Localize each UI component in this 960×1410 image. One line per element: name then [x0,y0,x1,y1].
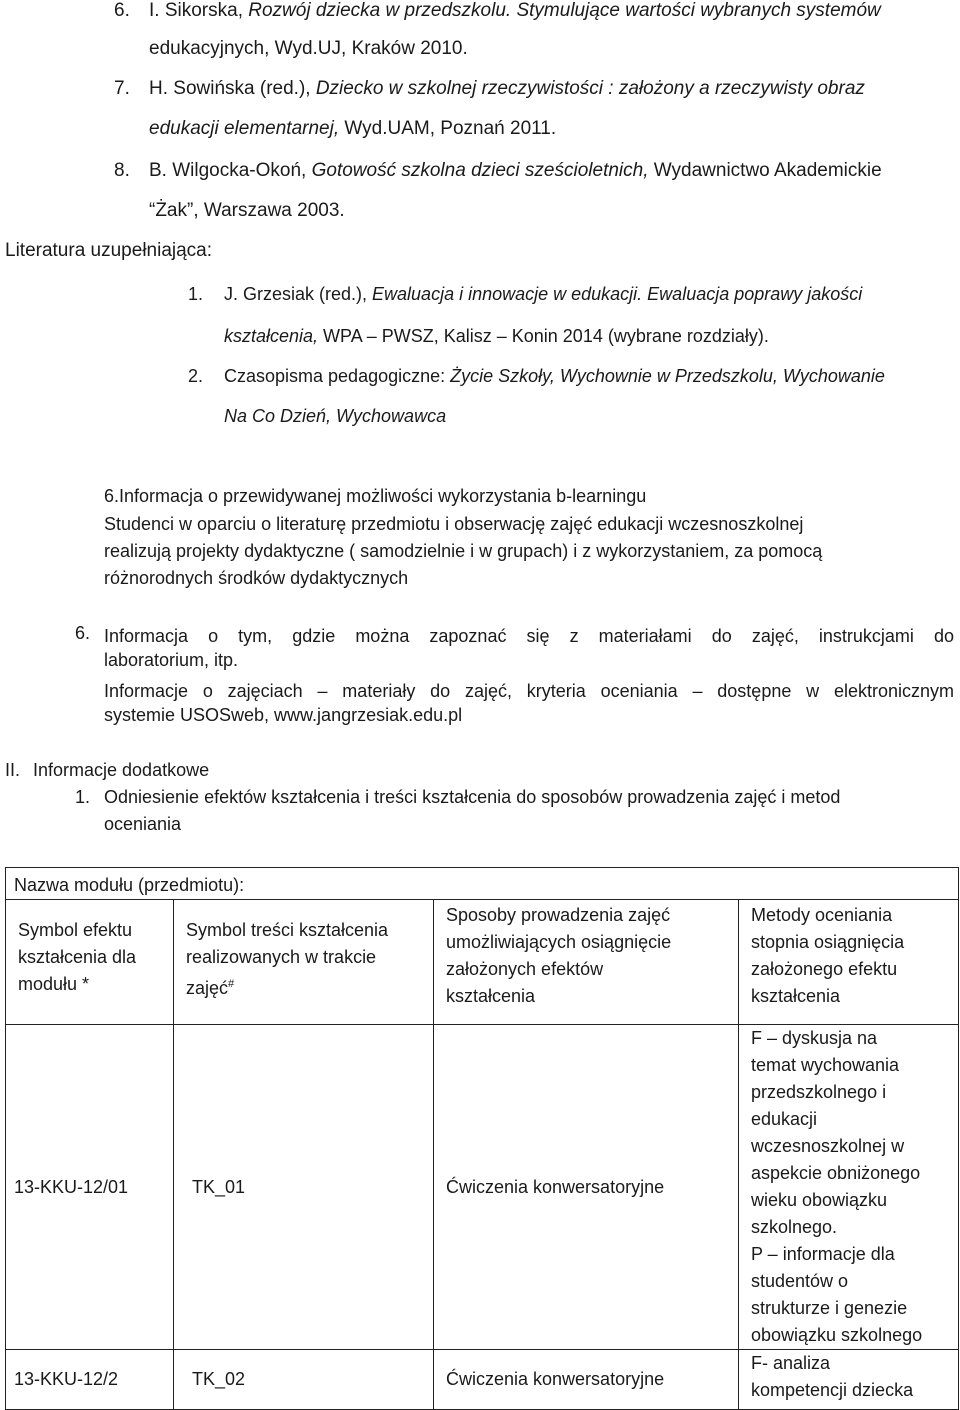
header-symbol-efektu: Symbol efektu kształcenia dla modułu * [6,900,174,1025]
ref-7-line1: H. Sowińska (red.), Dziecko w szkolnej rzeczywistości : założony a rzeczywisty obraz [149,78,865,99]
literatura-heading: Literatura uzupełniająca: [5,240,213,261]
blearning-line1: Studenci w oparciu o literaturę przedmiotu i obserwację zajęć edukacji wczesnoszkolnej [104,514,804,534]
lit-2-line2: Na Co Dzień, Wychowawca [224,406,447,426]
module-table [5,867,959,1410]
header-metody: Metody oceniania stopnia osiągnięcia założonego efektu kształcenia [739,900,959,1025]
blearning-line3: różnorodnych środków dydaktycznych [104,568,409,588]
row-2-sposob: Ćwiczenia konwersatoryjne [434,1350,739,1410]
row-1-tresc: TK_01 [174,1025,434,1350]
header-symbol-tresci: Symbol treści kształcenia realizowanych w trakcie zajęć# [174,900,434,1025]
section-ii-title: Informacje dodatkowe [33,760,210,780]
ref-6-line1: I. Sikorska, Rozwój dziecka w przedszkolu. Stymulujące wartości wybranych systemów [149,0,881,21]
materials-line2: laboratorium, itp. [104,650,239,670]
row-1-metody: F – dyskusja na temat wychowania przedszkolnego i edukacji wczesnoszkolnej w aspekcie obniżonego wieku obowiązku szkolnego. P – informacje dla studentów o strukturze i genezie obowiązku szkolnego [739,1025,959,1350]
section-ii-item-number: 1. [75,787,91,807]
lit-1-line1: J. Grzesiak (red.), Ewaluacja i innowacje w edukacji. Ewaluacja poprawy jakości [224,284,863,304]
lit-2-number: 2. [188,366,204,386]
section-ii-item-line2: oceniania [104,814,182,834]
materials-line4: systemie USOSweb, www.jangrzesiak.edu.pl [104,705,463,725]
ref-7-line2: edukacji elementarnej, Wyd.UAM, Poznań 2011. [149,118,557,139]
ref-8-line1: B. Wilgocka-Okoń, Gotowość szkolna dzieci sześcioletnich, Wydawnictwo Akademickie [149,160,882,181]
row-1-sposob: Ćwiczenia konwersatoryjne [434,1025,739,1350]
materials-line1: Informacja o tym, gdzie można zapoznać się z materiałami do zajęć, instrukcjami do [104,626,954,646]
ref-6-number: 6. [114,0,130,21]
row-1-efekt: 13-KKU-12/01 [6,1025,174,1350]
table-row [6,1025,959,1350]
ref-8-number: 8. [114,160,130,181]
row-2-tresc: TK_02 [174,1350,434,1410]
table-header-row [6,900,959,1025]
materials-line3: Informacje o zajęciach – materiały do zajęć, kryteria oceniania – dostępne w elektronicznym [104,681,954,701]
ref-7-number: 7. [114,78,130,99]
blearning-line2: realizują projekty dydaktyczne ( samodzielnie i w grupach) i z wykorzystaniem, za pomocą [104,541,823,561]
row-2-metody: F- analiza kompetencji dziecka [739,1350,959,1410]
row-2-efekt: 13-KKU-12/2 [6,1350,174,1410]
lit-1-line2: kształcenia, WPA – PWSZ, Kalisz – Konin 2014 (wybrane rozdziały). [224,326,769,346]
blearning-heading: 6.Informacja o przewidywanej możliwości wykorzystania b-learningu [104,486,647,506]
lit-1-number: 1. [188,284,204,304]
module-name-label: Nazwa modułu (przedmiotu): [6,868,959,900]
materials-number: 6. [75,623,91,643]
ref-8-line2: “Żak”, Warszawa 2003. [149,200,345,221]
module-name-row [6,868,959,900]
section-ii-number: II. [5,760,21,780]
lit-2-line1: Czasopisma pedagogiczne: Życie Szkoły, Wychownie w Przedszkolu, Wychowanie [224,366,885,386]
ref-6-line2: edukacyjnych, Wyd.UJ, Kraków 2010. [149,38,468,59]
section-ii-item-line1: Odniesienie efektów kształcenia i treści kształcenia do sposobów prowadzenia zajęć i metod [104,787,841,807]
table-row [6,1350,959,1410]
header-sposoby: Sposoby prowadzenia zajęć umożliwiających osiągnięcie założonych efektów kształcenia [434,900,739,1025]
